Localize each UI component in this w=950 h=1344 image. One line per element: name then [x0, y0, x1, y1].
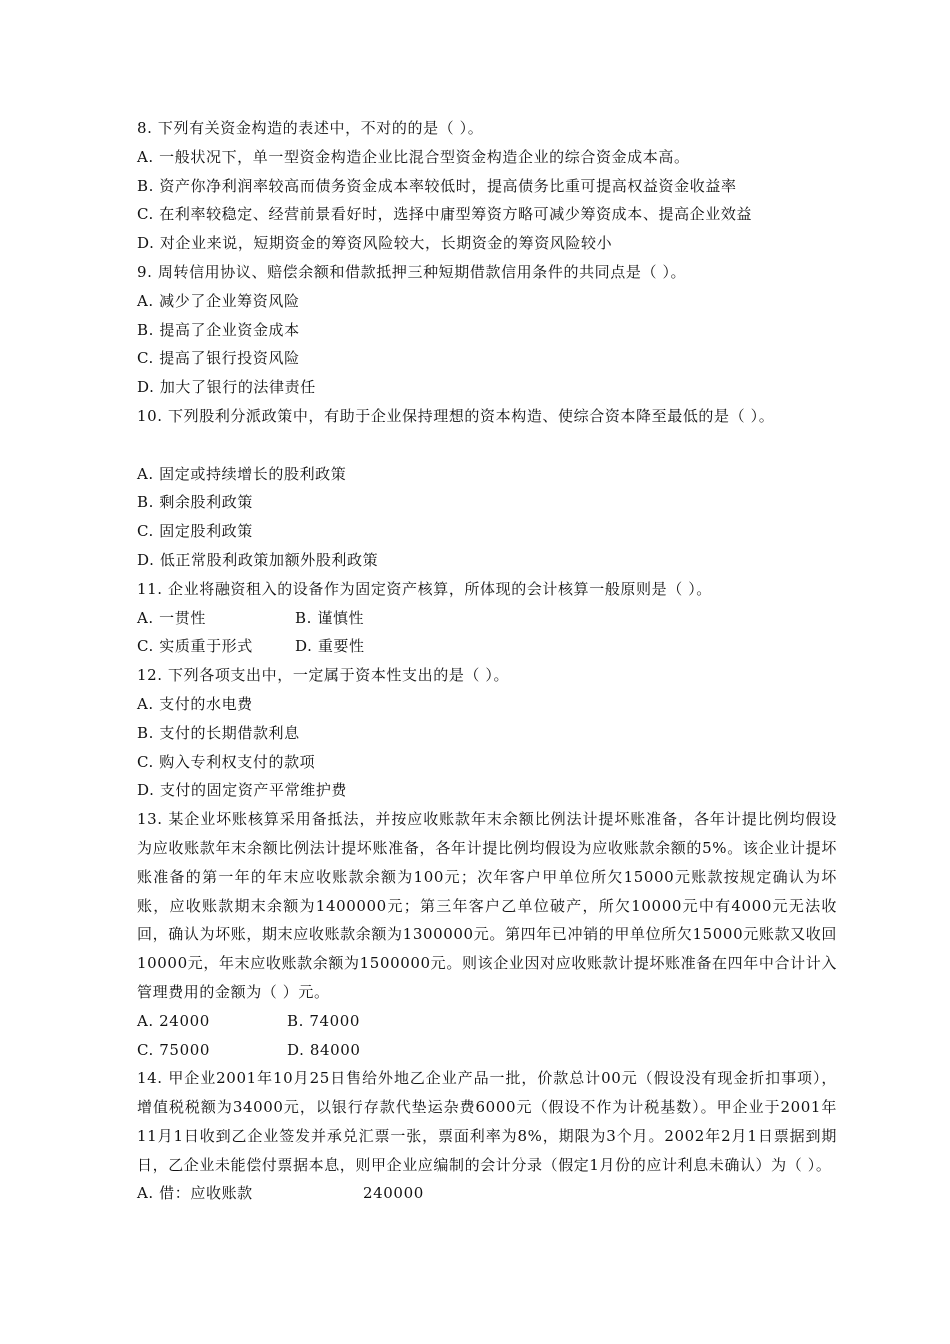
question-14-entry-amount: 240000	[363, 1184, 424, 1203]
question-12-option-b: B. 支付的长期借款利息	[137, 723, 300, 742]
question-11-options-row-1	[137, 604, 837, 633]
question-11-option-b: B. 谨慎性	[295, 608, 365, 627]
question-13-option-d: D. 84000	[287, 1040, 361, 1059]
question-12-option-a: A. 支付的水电费	[137, 694, 253, 713]
question-13-option-c: C. 75000	[137, 1040, 210, 1059]
question-9-stem: 9. 周转信用协议、赔偿余额和借款抵押三种短期借款信用条件的共同点是（ ）。	[137, 262, 687, 281]
question-8-option-b: B. 资产你净利润率较高而债务资金成本率较低时，提高债务比重可提高权益资金收益率	[137, 176, 737, 195]
question-11-option-a: A. 一贯性	[137, 608, 206, 627]
question-14-entry-row	[137, 1179, 837, 1208]
question-11-options-row-2	[137, 632, 837, 661]
question-8-option-d: D. 对企业来说，短期资金的筹资风险较大，长期资金的筹资风险较小	[137, 234, 613, 253]
question-11-option-c: C. 实质重于形式	[137, 637, 253, 656]
question-13-options-row-2	[137, 1036, 837, 1065]
question-8-stem: 8. 下列有关资金构造的表述中，不对的的是（ ）。	[137, 119, 484, 137]
question-13-stem: 13. 某企业坏账核算采用备抵法，并按应收账款年末余额比例法计提坏账准备，各年计提比例均假设为应收账款年末余额比例法计提坏账准备，各年计提比例均假设为应收账款余额的5%。该企业计提坏账准备的第一年的年末应收账款余额为100元；次年客户甲单位所欠15000元账款按规定确认为坏账，应收账款期末余额为1400000元；第三年客户乙单位破产，所欠10000元中有4000元无法收回，确认为坏账，期末应收账款余额为1300000元。第四年已冲销的甲单位所欠15000元账款又收回10000元，年末应收账款余额为1500000元。则该企业因对应收账款计提坏账准备在四年中合计计入管理费用的金额为（ ）元。	[137, 810, 837, 1001]
question-9-option-d: D. 加大了银行的法律责任	[137, 378, 316, 397]
question-13-option-a: A. 24000	[137, 1011, 210, 1030]
question-14-entry-label: A. 借：应收账款	[137, 1184, 253, 1203]
question-10-option-b: B. 剩余股利政策	[137, 493, 253, 512]
question-9-option-a: A. 减少了企业筹资风险	[137, 291, 300, 310]
question-13-options-row-1	[137, 1007, 837, 1036]
question-10-option-d: D. 低正常股利政策加额外股利政策	[137, 550, 379, 569]
question-8-option-a: A. 一般状况下，单一型资金构造企业比混合型资金构造企业的综合资金成本高。	[137, 147, 690, 166]
question-8-option-c: C. 在利率较稳定、经营前景看好时，选择中庸型筹资方略可减少筹资成本、提高企业效益	[137, 205, 753, 224]
question-9-option-c: C. 提高了银行投资风险	[137, 349, 300, 368]
question-13-option-b: B. 74000	[287, 1011, 361, 1030]
question-9-option-b: B. 提高了企业资金成本	[137, 320, 300, 339]
question-12-option-d: D. 支付的固定资产平常维护费	[137, 781, 348, 800]
question-11-option-d: D. 重要性	[295, 637, 365, 656]
question-12-stem: 12. 下列各项支出中，一定属于资本性支出的是（ ）。	[137, 666, 510, 685]
question-12-option-c: C. 购入专利权支付的款项	[137, 752, 316, 771]
blank-line	[137, 431, 837, 460]
question-14-stem: 14. 甲企业2001年10月25日售给外地乙企业产品一批，价款总计00元（假设没有现金折扣事项），增值税税额为34000元，以银行存款代垫运杂费6000元（假设不作为计税基数）。甲企业于2001年11月1日收到乙企业签发并承兑汇票一张，票面利率为8%，期限为3个月。2002年2月1日票据到期日，乙企业未能偿付票据本息，则甲企业应编制的会计分录（假定1月份的应计利息未确认）为（ ）。	[137, 1069, 837, 1174]
question-10-option-a: A. 固定或持续增长的股利政策	[137, 464, 347, 483]
question-11-stem: 11. 企业将融资租入的设备作为固定资产核算，所体现的会计核算一般原则是（ ）。	[137, 579, 712, 598]
question-10-stem: 10. 下列股利分派政策中，有助于企业保持理想的资本构造、使综合资本降至最低的是（ ）。	[137, 406, 775, 425]
question-10-option-c: C. 固定股利政策	[137, 522, 253, 541]
question-list	[137, 114, 837, 1208]
